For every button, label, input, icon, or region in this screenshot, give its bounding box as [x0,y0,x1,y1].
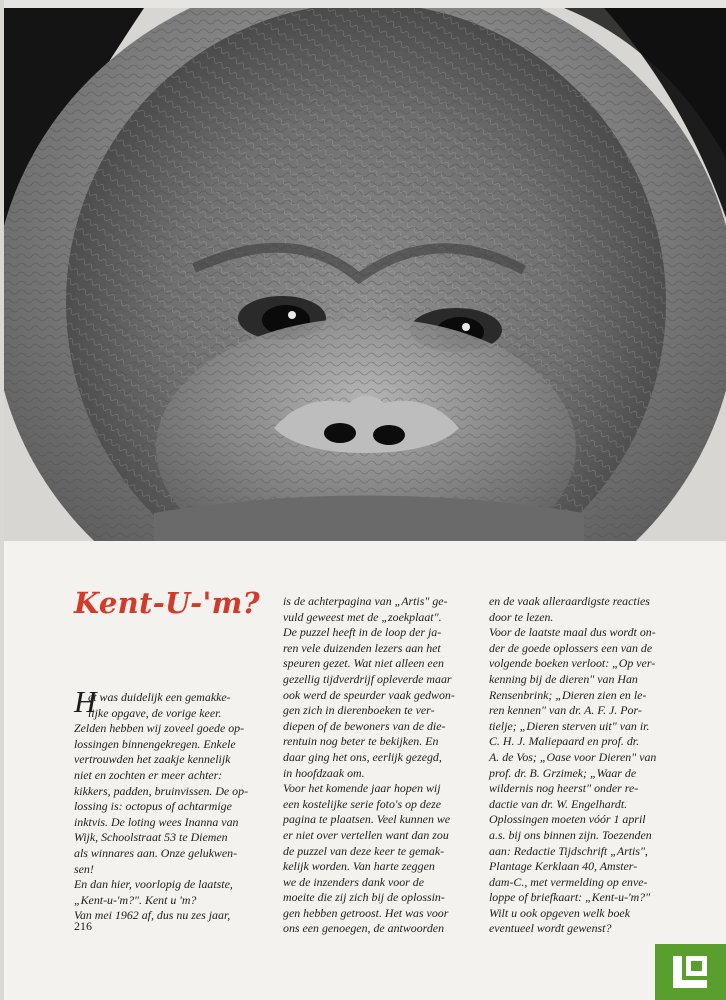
text-line: vertrouwden het zaakje kennelijk [74,752,231,767]
text-column-2 [283,594,473,937]
text-line: Voor het komende jaar hopen wij [283,781,441,796]
text-line: in hoofdzaak om. [283,765,365,780]
text-line: Zelden hebben wij zoveel goede op- [74,721,245,736]
text-line: een kostelijke serie foto's op deze [283,796,442,811]
text-line: volgende boeken verloot: „Op ver- [489,656,656,671]
text-line: is de achterpagina van „Artis" ge- [283,594,448,608]
text-line: Wilt u ook opgeven welk boek [489,905,630,920]
text-line: ons een genoegen, de antwoorden [283,921,445,936]
text-line: Voor de laatste maal dus wordt on- [489,625,656,640]
orangutan-face-photo [4,8,726,541]
text-line: De puzzel heeft in de loop der ja- [283,625,442,640]
text-line: pagina te plaatsen. Veel kunnen we [283,812,451,827]
page-number: 216 [74,919,92,933]
text-line: prof. dr. B. Grzimek; „Waar de [489,765,637,780]
text-line: sen! [74,861,94,876]
drop-cap: H [74,684,97,719]
text-line: ook werd de speurder vaak gedwon- [283,687,455,702]
text-line: ren vele duizenden lezers aan het [283,640,441,655]
text-line: speuren gezet. Wat niet alleen een [283,656,444,671]
text-line: diepen of de bewoners van de die- [283,718,446,733]
text-line: Oplossingen moeten vóór 1 april [489,812,646,827]
text-line: dactie van dr. W. Engelhardt. [489,796,628,811]
text-line: „Kent-u-'m?". Kent u 'm? [74,892,197,907]
text-line: lossing is: octopus of achtarmige [74,799,232,814]
article-headline: Kent-U-'m? [74,586,260,620]
text-line: kelijk worden. Van harte zeggen [283,859,435,874]
text-line: kikkers, padden, bruinvissen. De op- [74,783,249,798]
text-line: gen zich in dierenboeken te ver- [283,703,435,718]
text-line: Rensenbrink; „Dieren zien en le- [489,687,647,702]
text-line: wildernis nog heerst" onder re- [489,781,639,796]
text-line: er niet over vertellen want dan zou [283,827,449,842]
text-line: gen hebben getroost. Het was voor [283,905,449,920]
text-line: aan: Redactie Tijdschrift „Artis", [489,843,648,858]
text-line: lossingen binnengekregen. Enkele [74,736,236,751]
text-line: A. de Vos; „Oase voor Dieren" van [489,749,657,764]
text-column-1 [74,690,264,924]
text-line: C. H. J. Maliepaard en prof. dr. [489,734,640,749]
text-line: Van mei 1962 af, dus nu zes jaar, [74,908,231,923]
text-line: en de vaak alleraardigste reacties [489,594,650,608]
text-column-3 [489,594,685,937]
text-line: moeite die zij zich bij de oplossin- [283,890,445,905]
text-line: ren kennen" van dr. A. F. J. Por- [489,703,642,718]
square-bracket-logo-icon [655,944,726,1000]
text-line: vuld geweest met de „zoekplaat". [283,609,442,624]
text-line: kenning bij de dieren" van Han [489,671,638,686]
text-line: et was duidelijk een gemakke- [88,690,231,704]
text-line: eventueel wordt gewenst? [489,921,612,936]
text-line: tielje; „Dieren sterven uit" van ir. [489,718,650,733]
page-top-edge [0,0,726,8]
text-line: lijke opgave, de vorige keer. [88,705,222,720]
text-line: der de goede oplossers een van de [489,640,653,655]
text-line: niet en zochten er meer achter: [74,767,223,782]
text-line: we de inzenders dank voor de [283,874,425,889]
text-line: loppe of briefkaart: „Kent-u-'m?" [489,890,651,905]
orangutan-face-illustration [4,8,726,541]
text-line: daar ging het ons, eerlijk gezegd, [283,749,442,764]
text-line: rentuin nog beter te bekijken. En [283,734,439,749]
text-line: gezellig tijdverdrijf opleverde maar [283,671,452,686]
text-line: dam-C., met vermelding op enve- [489,874,648,889]
text-line: als winnares aan. Onze gelukwen- [74,845,238,860]
text-line: inktvis. De loting wees Inanna van [74,814,239,829]
text-line: Wijk, Schoolstraat 53 te Diemen [74,830,228,845]
text-line: Plantage Kerklaan 40, Amster- [489,859,638,874]
text-line: En dan hier, voorlopig de laatste, [74,877,233,892]
text-line: de puzzel van deze keer te gemak- [283,843,445,858]
collector-logo-icon [655,944,726,1000]
text-line: a.s. bij ons binnen zijn. Toezenden [489,827,652,842]
text-line: door te lezen. [489,609,554,624]
